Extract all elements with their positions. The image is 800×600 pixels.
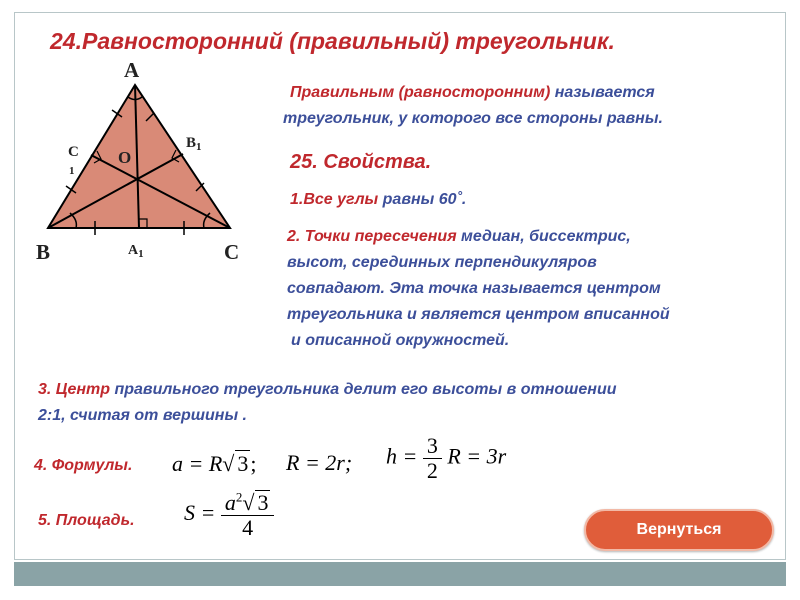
- point-label-a1: $A_1$: [128, 243, 144, 260]
- formula-height: h = $\frac{3}{2}$ R = 3r: [386, 433, 507, 484]
- vertex-label-c: C: [224, 240, 240, 264]
- properties-heading: 25. Свойства.: [290, 151, 432, 173]
- definition-line-2: треугольник, у которого все стороны равны.: [283, 110, 663, 127]
- center-label-o: O: [118, 148, 132, 167]
- footer-band: [14, 562, 786, 586]
- point-label-c1: C 1: [68, 144, 79, 177]
- property-3-line-2: 2:1, считая от вершины .: [38, 407, 247, 424]
- formula-side: a = R√ 3;: [172, 451, 257, 476]
- formulas-label: 4. Формулы.: [34, 457, 133, 474]
- point-label-b1: $B_1$: [186, 135, 202, 153]
- property-2-line-2: высот, серединных перпендикуляров: [287, 254, 597, 271]
- area-label: 5. Площадь.: [38, 512, 135, 529]
- definition-term: Правильным (равносторонним): [290, 84, 551, 101]
- definition-line-1: Правильным (равносторонним) называется: [290, 84, 655, 101]
- vertex-label-a: A: [124, 58, 140, 82]
- property-1: 1.Все углы равны 60˚.: [290, 191, 467, 208]
- property-2-line-5: и описанной окружностей.: [291, 332, 510, 349]
- vertex-label-b: B: [36, 240, 51, 264]
- property-3-line-1: 3. Центр правильного треугольника делит его высоты в отношении: [38, 381, 617, 398]
- area-formula: S = $\frac{a^2√ 3}{4}$: [184, 490, 274, 540]
- formula-radius: R = 2r;: [286, 450, 353, 475]
- property-2-line-3: совпадают. Эта точка называется центром: [287, 280, 661, 297]
- slide-title: 24.Равносторонний (правильный) треугольник.: [50, 28, 615, 54]
- property-2-line-1: 2. Точки пересечения медиан, биссектрис,: [287, 228, 631, 245]
- back-button[interactable]: Вернуться: [584, 509, 774, 551]
- property-2-line-4: треугольника и является центром вписанной: [287, 306, 670, 323]
